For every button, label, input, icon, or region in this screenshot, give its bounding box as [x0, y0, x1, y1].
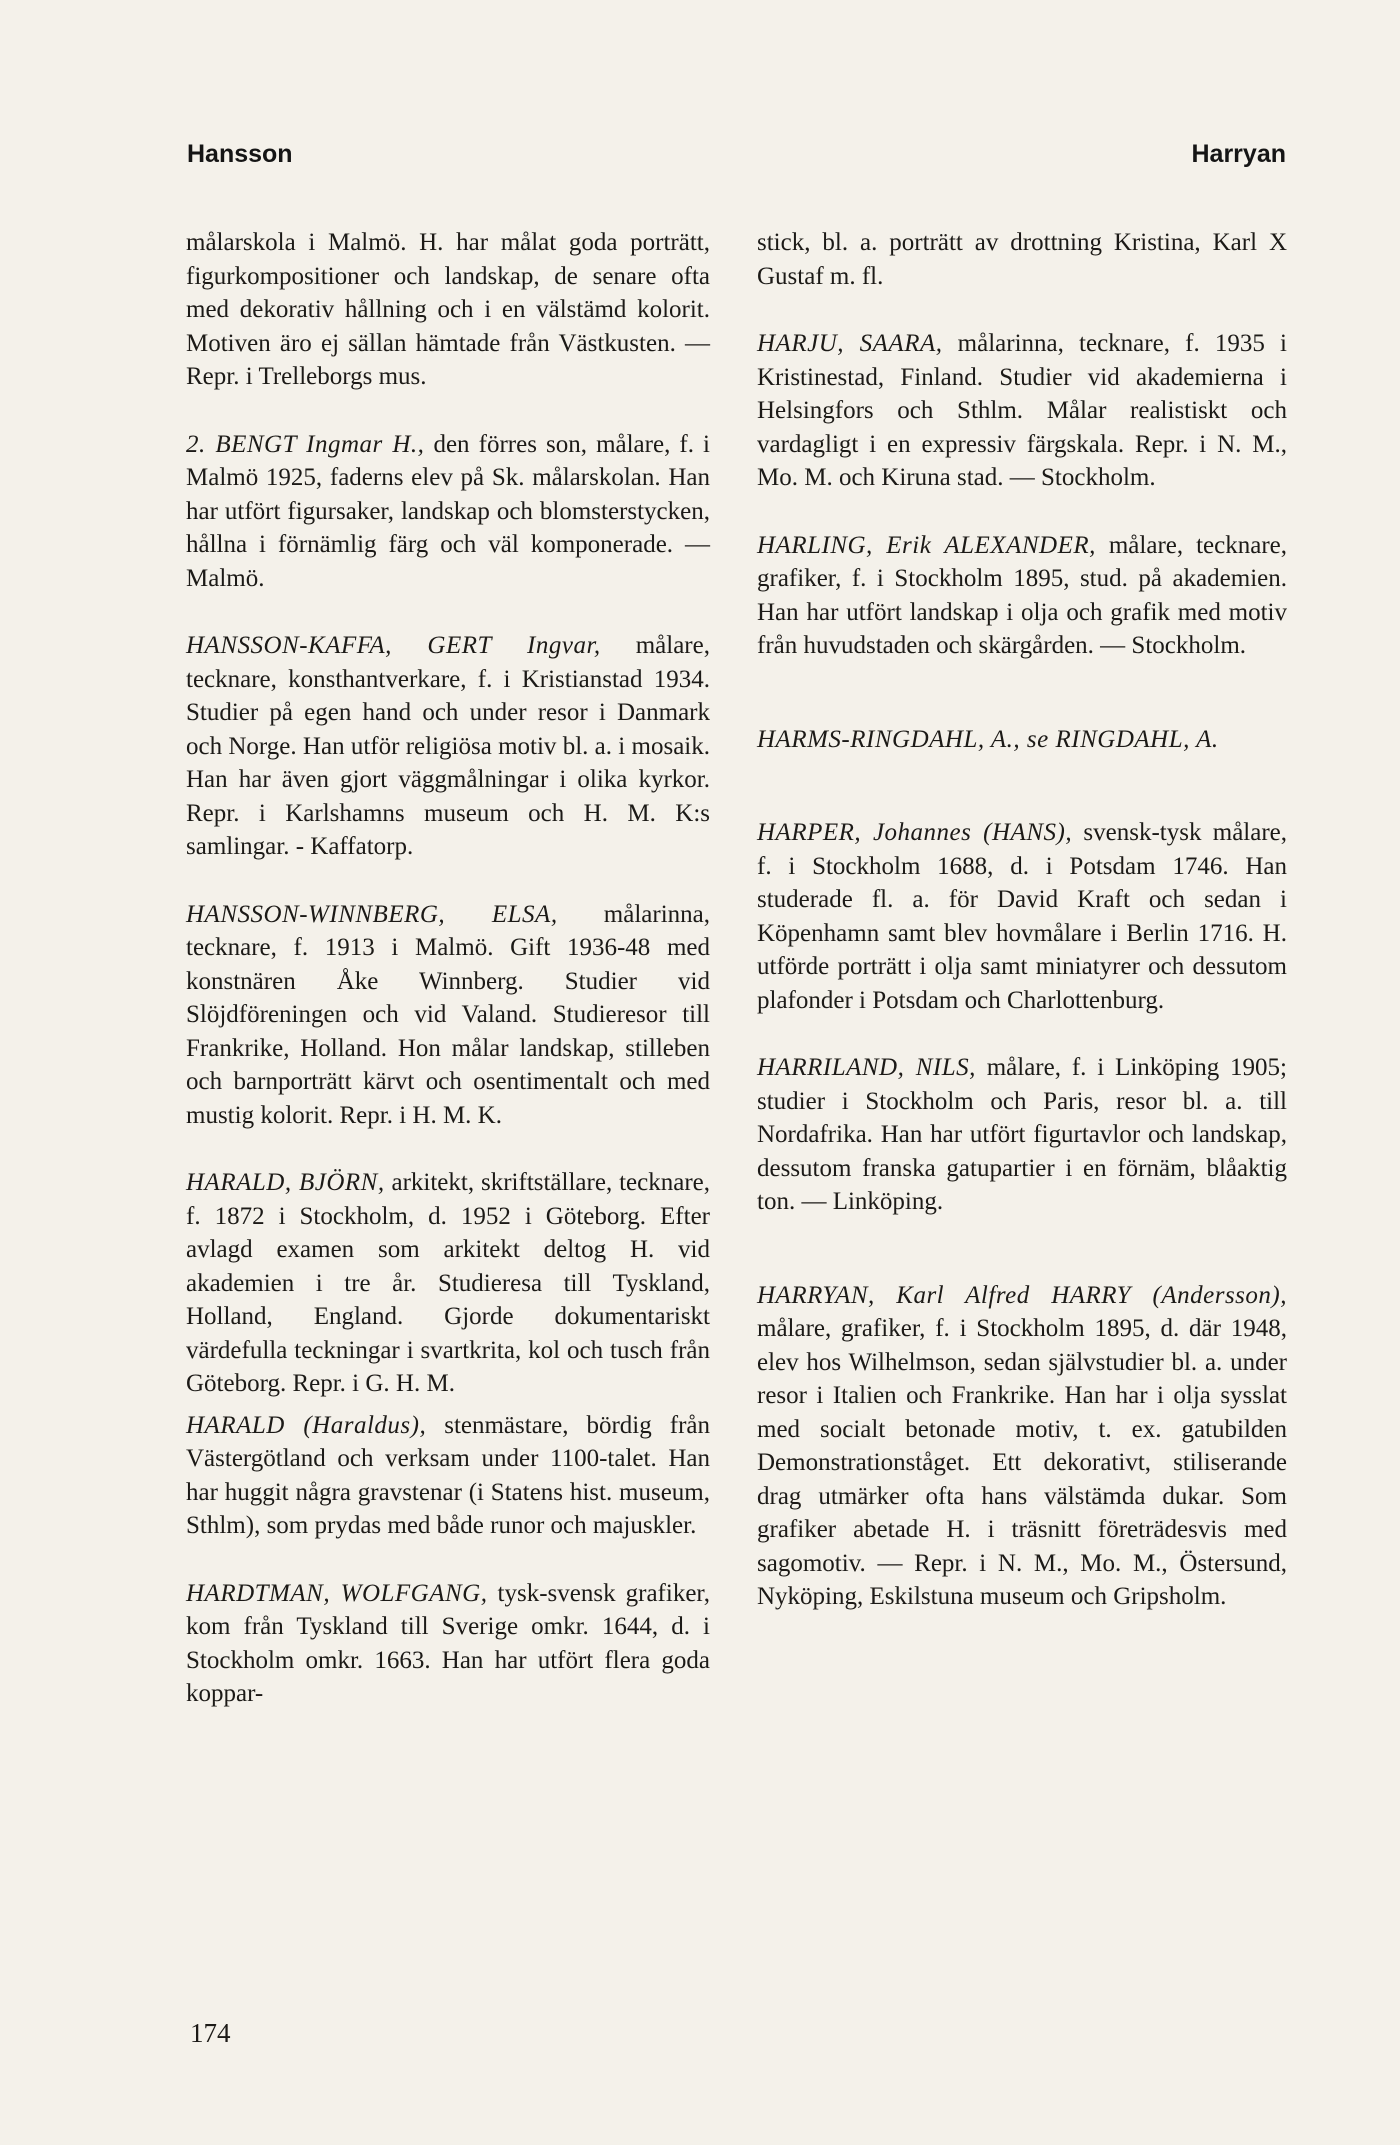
entry: [757, 723, 1287, 757]
entry: [186, 1409, 710, 1543]
entry-text: tysk-svensk grafiker, kom från Tyskland till Sverige omkr. 1644, d. i Stockholm omkr. 1663. Han har utfört flera goda koppar-: [186, 1579, 710, 1707]
entry-headword: HARDTMAN, WOLFGANG,: [186, 1579, 488, 1607]
entry-headword: 2. BENGT Ingmar H.,: [186, 430, 425, 458]
entry-text: den förres son, målare, f. i Malmö 1925, faderns elev på Sk. målarskolan. Han har utfört figursaker, landskap och blomsterstycken, hållna i förnämlig färg och väl komponerade. — Malmö.: [186, 430, 710, 592]
entry: [186, 1577, 710, 1711]
entry: [186, 226, 710, 394]
entry-headword: HANSSON-WINNBERG, ELSA,: [186, 900, 558, 928]
entry: [757, 816, 1287, 1017]
entry-text: svensk-tysk målare, f. i Stockholm 1688, d. i Potsdam 1746. Han studerade fl. a. för David Kraft och sedan i Köpenhamn samt blev hovmålare i Berlin 1716. H. utförde porträtt i olja samt miniatyrer och dessutom plafonder i Potsdam och Charlottenburg.: [757, 819, 1288, 1014]
entry: [186, 629, 710, 864]
entry-headword: HARPER, Johannes (HANS),: [757, 819, 1073, 846]
entry-text: stenmästare, bördig från Västergötland och verksam under 1100-talet. Han har huggit några gravstenar (i Statens hist. museum, Sthlm), som prydas med både runor och majuskler.: [186, 1411, 710, 1539]
page-number: 174: [190, 2018, 231, 2048]
entry: [757, 226, 1287, 293]
entry: [186, 1166, 710, 1401]
entry-text: målarskola i Malmö. H. har målat goda porträtt, figurkompositioner och landskap, de senare ofta med dekorativ hållning och i en välstämd kolorit. Motiven äro ej sällan hämtade från Västkusten. — Repr. i Trelleborgs mus.: [186, 229, 710, 390]
entry-text: arkitekt, skriftställare, tecknare, f. 1872 i Stockholm, d. 1952 i Göteborg. Efter avlagd examen som arkitekt deltog H. vid akademien i tre år. Studieresa till Tyskland, Holland, England. Gjorde dokumentariskt värdefulla teckningar i svartkrita, kol och tusch från Göteborg. Repr. i G. H. M.: [186, 1169, 710, 1397]
entry: [757, 1279, 1287, 1614]
entry-headword: HARJU, SAARA,: [757, 330, 943, 357]
entry-headword: HANSSON-KAFFA, GERT Ingvar,: [186, 632, 601, 659]
entry: [757, 529, 1287, 663]
entry: [757, 1051, 1287, 1219]
entry-headword: HARRYAN, Karl Alfred HARRY (Andersson),: [757, 1281, 1287, 1309]
entry-text: målarinna, tecknare, f. 1913 i Malmö. Gift 1936-48 med konstnären Åke Winnberg. Studier vid Slöjdföreningen och vid Valand. Studieresor till Frankrike, Holland. Hon målar landskap, stilleben och barnporträtt kärvt och osentimentalt och med mustig kolorit. Repr. i H. M. K.: [186, 900, 710, 1129]
entry-text: målarinna, tecknare, f. 1935 i Kristinestad, Finland. Studier vid akademierna i Helsingfors och Sthlm. Målar realistiskt och vardagligt i en expressiv färgskala. Repr. i N. M., Mo. M. och Kiruna stad. — Stockholm.: [757, 330, 1287, 491]
entry-text: stick, bl. a. porträtt av drottning Kristina, Karl X Gustaf m. fl.: [757, 229, 1287, 290]
entry-text: målare, f. i Linköping 1905; studier i Stockholm och Paris, resor bl. a. till Nordafrika. Han har utfört figurtavlor och landskap, dessutom franska gatupartier i en förnäm, blåaktig ton. — Linköping.: [757, 1054, 1288, 1215]
entry: [186, 428, 710, 596]
running-header-right: Harryan: [1191, 140, 1286, 168]
entry-text: målare, grafiker, f. i Stockholm 1895, d. där 1948, elev hos Wilhelmson, sedan självstudier bl. a. under resor i Italien och Frankrike. Han har i olja sysslat med socialt betonade motiv, t. ex. gatubilden Demonstrationståget. Ett dekorativt, stiliserande drag utmärker ofta hans välstämda dukar. Som grafiker abetade H. i träsnitt företrädesvis med sagomotiv. — Repr. i N. M., Mo. M., Östersund, Nyköping, Eskilstuna museum och Gripsholm.: [757, 1315, 1287, 1610]
entry-headword: HARLING, Erik ALEXANDER,: [757, 531, 1096, 559]
entry-headword: HARALD, BJÖRN,: [186, 1169, 385, 1196]
entry-text: målare, tecknare, konsthantverkare, f. i Kristianstad 1934. Studier på egen hand och under resor i Danmark och Norge. Han utför religiösa motiv bl. a. i mosaik. Han har även gjort väggmålningar i olika kyrkor. Repr. i Karlshamns museum och H. M. K:s samlingar. - Kaffatorp.: [186, 632, 710, 860]
running-header-left: Hansson: [187, 140, 293, 168]
entry-headword: HARALD (Haraldus),: [186, 1411, 427, 1439]
right-column: [757, 226, 1287, 1648]
entry: [186, 898, 710, 1133]
entry-text: målare, tecknare, grafiker, f. i Stockholm 1895, stud. på akademien. Han har utfört landskap i olja och grafik med motiv från huvudstaden och skärgården. — Stockholm.: [757, 531, 1287, 659]
left-column: [186, 226, 710, 1745]
entry-headword: HARRILAND, NILS,: [757, 1054, 976, 1081]
entry: [757, 327, 1287, 495]
entry-headword: HARMS-RINGDAHL, A., se RINGDAHL, A.: [757, 725, 1219, 753]
